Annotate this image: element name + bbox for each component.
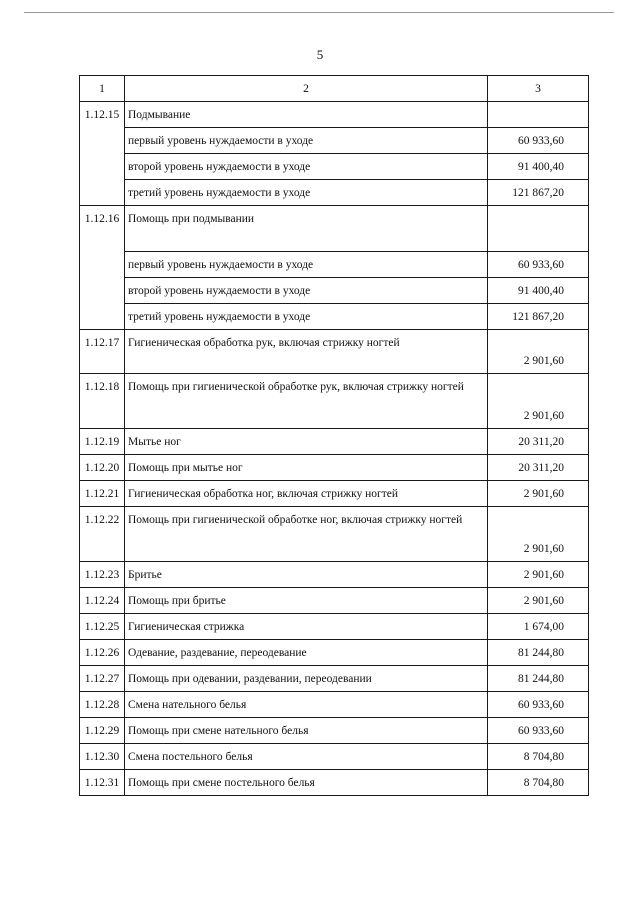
row-code	[80, 304, 125, 330]
row-value: 2 901,60	[488, 330, 589, 374]
table-row	[80, 666, 589, 692]
row-value: 81 244,80	[488, 640, 589, 666]
table-row	[80, 562, 589, 588]
row-code: 1.12.25	[80, 614, 125, 640]
row-code: 1.12.29	[80, 718, 125, 744]
row-value: 20 311,20	[488, 429, 589, 455]
row-name: Помощь при мытье ног	[125, 455, 488, 481]
row-value: 1 674,00	[488, 614, 589, 640]
row-value	[488, 206, 589, 252]
table-row	[80, 154, 589, 180]
row-name: Подмывание	[125, 102, 488, 128]
table-row	[80, 692, 589, 718]
row-name: Гигиеническая обработка ног, включая стрижку ногтей	[125, 481, 488, 507]
row-name: третий уровень нуждаемости в уходе	[125, 304, 488, 330]
row-name: первый уровень нуждаемости в уходе	[125, 128, 488, 154]
table-row	[80, 614, 589, 640]
row-name: Помощь при гигиенической обработке рук, включая стрижку ногтей	[125, 374, 488, 429]
row-code: 1.12.17	[80, 330, 125, 374]
row-code: 1.12.27	[80, 666, 125, 692]
table-row	[80, 206, 589, 252]
row-name: первый уровень нуждаемости в уходе	[125, 252, 488, 278]
table-row	[80, 330, 589, 374]
row-code	[80, 180, 125, 206]
table-row	[80, 588, 589, 614]
row-name: Помощь при подмывании	[125, 206, 488, 252]
row-value: 2 901,60	[488, 507, 589, 562]
row-value: 60 933,60	[488, 718, 589, 744]
row-value	[488, 102, 589, 128]
row-name: Смена нательного белья	[125, 692, 488, 718]
row-value: 91 400,40	[488, 278, 589, 304]
row-code	[80, 278, 125, 304]
table-row	[80, 252, 589, 278]
row-name: Гигиеническая обработка рук, включая стрижку ногтей	[125, 330, 488, 374]
table-row	[80, 718, 589, 744]
table-row	[80, 102, 589, 128]
table-row	[80, 304, 589, 330]
row-code: 1.12.26	[80, 640, 125, 666]
row-value: 81 244,80	[488, 666, 589, 692]
row-value: 60 933,60	[488, 128, 589, 154]
top-scan-rule	[24, 12, 614, 13]
row-code: 1.12.16	[80, 206, 125, 252]
row-name: Одевание, раздевание, переодевание	[125, 640, 488, 666]
row-name: Помощь при смене постельного белья	[125, 770, 488, 796]
row-name: Смена постельного белья	[125, 744, 488, 770]
row-code: 1.12.24	[80, 588, 125, 614]
table-header-row	[80, 76, 589, 102]
row-name: Помощь при гигиенической обработке ног, включая стрижку ногтей	[125, 507, 488, 562]
row-value: 2 901,60	[488, 374, 589, 429]
table-row	[80, 640, 589, 666]
row-value: 8 704,80	[488, 770, 589, 796]
row-value: 2 901,60	[488, 481, 589, 507]
row-code	[80, 154, 125, 180]
row-code: 1.12.22	[80, 507, 125, 562]
column-header-3: 3	[488, 76, 589, 102]
row-name: второй уровень нуждаемости в уходе	[125, 278, 488, 304]
table-row	[80, 374, 589, 429]
row-code: 1.12.18	[80, 374, 125, 429]
row-code	[80, 128, 125, 154]
row-code: 1.12.15	[80, 102, 125, 128]
page-number: 5	[316, 47, 324, 62]
row-name: Мытье ног	[125, 429, 488, 455]
table-row	[80, 770, 589, 796]
row-code: 1.12.21	[80, 481, 125, 507]
row-name: третий уровень нуждаемости в уходе	[125, 180, 488, 206]
row-code: 1.12.20	[80, 455, 125, 481]
table-row	[80, 481, 589, 507]
table-row	[80, 278, 589, 304]
row-value: 91 400,40	[488, 154, 589, 180]
row-name: Помощь при одевании, раздевании, переодевании	[125, 666, 488, 692]
row-value: 121 867,20	[488, 180, 589, 206]
row-name: Помощь при бритье	[125, 588, 488, 614]
column-header-1: 1	[80, 76, 125, 102]
row-code: 1.12.23	[80, 562, 125, 588]
row-name: Помощь при смене нательного белья	[125, 718, 488, 744]
row-value: 20 311,20	[488, 455, 589, 481]
row-name: Бритье	[125, 562, 488, 588]
table-row	[80, 429, 589, 455]
row-code: 1.12.31	[80, 770, 125, 796]
row-value: 2 901,60	[488, 562, 589, 588]
row-value: 60 933,60	[488, 692, 589, 718]
row-name: второй уровень нуждаемости в уходе	[125, 154, 488, 180]
row-value: 60 933,60	[488, 252, 589, 278]
row-code	[80, 252, 125, 278]
row-code: 1.12.28	[80, 692, 125, 718]
column-header-2: 2	[125, 76, 488, 102]
row-value: 121 867,20	[488, 304, 589, 330]
table-row	[80, 455, 589, 481]
row-code: 1.12.19	[80, 429, 125, 455]
table-row	[80, 180, 589, 206]
table-row	[80, 507, 589, 562]
row-value: 8 704,80	[488, 744, 589, 770]
row-value: 2 901,60	[488, 588, 589, 614]
row-name: Гигиеническая стрижка	[125, 614, 488, 640]
table-row	[80, 128, 589, 154]
tariff-table	[79, 75, 589, 796]
row-code: 1.12.30	[80, 744, 125, 770]
table-row	[80, 744, 589, 770]
